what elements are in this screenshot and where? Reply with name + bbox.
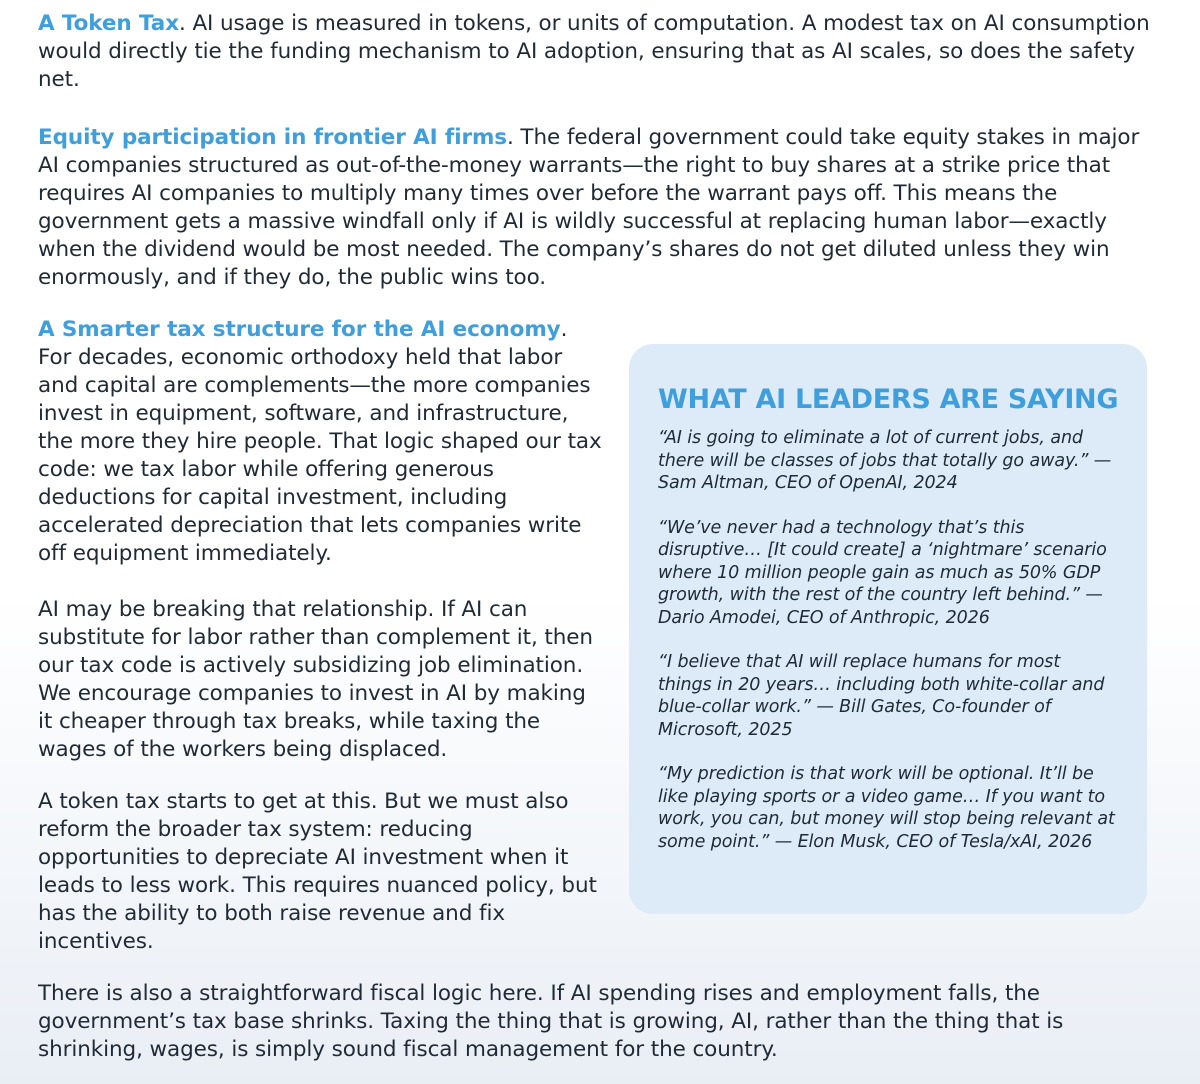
heading-token-tax: A Token Tax — [38, 11, 179, 36]
paragraph-smarter-tax: For decades, economic orthodoxy held that labor and capital are complements—the more companies invest in equipment, software, and infrastructure, the more they hire people. That logic shaped our tax code: we tax labor while offering generous deductions for capital investment, including accelerated depreciation that lets companies write off equipment immediately. — [38, 345, 602, 566]
quote-amodei: “We’ve never had a technology that’s this disruptive… [It could create] a ‘nightmare’ scenario where 10 million people gain as much as 50% GDP growth, with the rest of the country left behind.” — Dario Amodei, CEO of Anthropic, 2026 — [658, 517, 1107, 628]
paragraph-equity — [38, 124, 1162, 292]
quote-altman: “AI is going to eliminate a lot of current jobs, and there will be classes of jobs that totally go away.” — Sam Altman, CEO of OpenAI, 2024 — [658, 428, 1112, 493]
quote-musk: “My prediction is that work will be optional. It’ll be like playing sports or a video game… If you want to work, you can, but money will stop being relevant at some point.” — Elon Musk, CEO of Tesla/xAI, 2026 — [658, 764, 1115, 852]
heading-line-smarter-tax — [38, 316, 638, 344]
heading-smarter-tax: A Smarter tax structure for the AI economy — [38, 317, 561, 342]
sidebar-title: WHAT AI LEADERS ARE SAYING — [658, 384, 1119, 415]
heading-smarter-tax-suffix: . — [560, 317, 568, 342]
quotes-sidebar — [629, 344, 1147, 914]
paragraph-token-start: A token tax starts to get at this. But we must also reform the broader tax system: reducing opportunities to depreciate AI investment when it leads to less work. This requires nuanced policy, but has the ability to both raise revenue and fix incentives. — [38, 789, 597, 954]
quote-gates: “I believe that AI will replace humans for most things in 20 years… including both white-collar and blue-collar work.” — Bill Gates, Co-founder of Microsoft, 2025 — [658, 652, 1105, 740]
paragraph-breaking: AI may be breaking that relationship. If AI can substitute for labor rather than complement it, then our tax code is actively subsidizing job elimination. We encourage companies to invest in AI by making it cheaper through tax breaks, while taxing the wages of the workers being displaced. — [38, 597, 593, 762]
text-token-tax: . AI usage is measured in tokens, or units of computation. A modest tax on AI consumption would directly tie the funding mechanism to AI adoption, ensuring that as AI scales, so does the safety net. — [38, 11, 1150, 92]
paragraph-fiscal: There is also a straightforward fiscal logic here. If AI spending rises and employment falls, the government’s tax base shrinks. Taxing the thing that is growing, AI, rather than the thing that is shrinking, wages, is simply sound fiscal management for the country. — [38, 981, 1064, 1062]
text-equity: . The federal government could take equity stakes in major AI companies structured as out-of-the-money warrants—the right to buy shares at a strike price that requires AI companies to multiply many times over before the warrant pays off. This means the government gets a massive windfall only if AI is wildly successful at replacing human labor—exactly when the dividend would be most needed. The company’s shares do not get diluted unless they win enormously, and if they do, the public wins too. — [38, 125, 1140, 290]
heading-equity: Equity participation in frontier AI firms — [38, 125, 507, 150]
paragraph-token-tax — [38, 10, 1162, 94]
